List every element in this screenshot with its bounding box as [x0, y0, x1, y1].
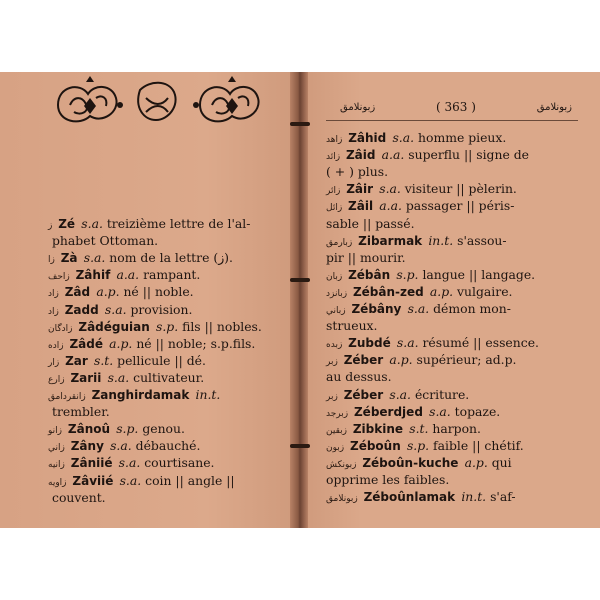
headword: Zâviié — [72, 473, 118, 488]
grammar-tag: in.t. — [428, 232, 458, 248]
dictionary-line — [48, 302, 192, 317]
definition: nom de la lettre (ز). — [109, 250, 233, 266]
grammar-tag: s.p. — [396, 266, 423, 282]
dictionary-line — [326, 489, 516, 504]
grammar-tag: s.a. — [429, 403, 455, 419]
definition: courtisane. — [144, 455, 215, 471]
headword: Zadd — [64, 302, 103, 317]
definition: coin || angle || — [145, 472, 235, 488]
grammar-tag: s.t. — [93, 352, 118, 368]
headword: Zâniié — [70, 456, 117, 471]
dictionary-line — [326, 472, 449, 487]
arabic-word: زاحف — [48, 272, 73, 283]
dictionary-line — [52, 404, 110, 419]
dictionary-line — [326, 352, 516, 367]
definition: harpon. — [432, 420, 481, 436]
definition: trembler. — [52, 404, 110, 420]
headword: Zébâny — [351, 302, 406, 316]
grammar-tag: a.p. — [389, 352, 417, 368]
headword: Zéboûn-kuche — [362, 455, 463, 470]
definition: qui — [491, 454, 512, 470]
headword: Zanghirdamak — [91, 388, 194, 402]
dictionary-line — [326, 284, 512, 299]
definition: sable || passé. — [326, 215, 415, 231]
dictionary-line — [48, 473, 235, 488]
definition: fils || nobles. — [182, 318, 262, 334]
grammar-tag: s.p. — [116, 421, 143, 437]
definition: couvent. — [52, 489, 106, 505]
arabic-word: زبرجد — [326, 408, 351, 419]
arabic-word: زبونلامق — [326, 494, 361, 505]
grammar-tag: s.a. — [389, 386, 415, 402]
headword: Zar — [65, 353, 92, 368]
headword: Zéboûnlamak — [363, 490, 460, 505]
grammar-tag: a.a. — [116, 267, 144, 283]
definition: passager || péris- — [405, 198, 515, 214]
definition: démon mon- — [433, 301, 511, 316]
arabic-word: زائد — [326, 152, 343, 163]
headword: Zibarmak — [358, 233, 427, 248]
definition: provision. — [130, 301, 193, 317]
arabic-word: زائل — [326, 203, 346, 214]
grammar-tag: s.a. — [119, 472, 146, 488]
headword: Zâny — [70, 439, 109, 454]
grammar-tag: s.t. — [409, 420, 433, 436]
headword: Zâdéguian — [78, 319, 154, 334]
staple — [290, 444, 310, 448]
dictionary-line — [326, 438, 524, 453]
headword: Zà — [60, 251, 82, 266]
grammar-tag: s.a. — [396, 335, 423, 351]
headword: Zâd — [64, 285, 95, 300]
arabic-word: زبارمق — [326, 237, 356, 248]
dictionary-line — [48, 319, 262, 334]
dictionary-line — [326, 369, 392, 384]
arabic-word: زاد — [48, 306, 62, 317]
headword: Zânoû — [67, 422, 115, 437]
grammar-tag: s.a. — [407, 301, 434, 316]
arabic-word: زاويه — [48, 477, 70, 488]
dictionary-line — [326, 164, 388, 179]
headword: Zéberdjed — [353, 404, 428, 419]
arabic-word: زبقين — [326, 425, 350, 436]
dictionary-line — [48, 353, 206, 368]
dictionary-line — [326, 301, 511, 316]
definition: langue || langage. — [422, 266, 536, 282]
definition: résumé || essence. — [422, 335, 539, 351]
arabic-word: زاد — [48, 289, 62, 300]
dictionary-line — [48, 250, 233, 265]
definition: rampant. — [143, 267, 201, 283]
page-number: ( 363 ) — [436, 100, 476, 114]
staple — [290, 122, 310, 126]
dictionary-line — [326, 335, 539, 350]
dictionary-line — [52, 233, 158, 248]
headword: Zâhif — [75, 268, 115, 283]
grammar-tag: a.a. — [381, 147, 409, 163]
headword: Zéber — [343, 387, 388, 402]
headword: Zâir — [346, 182, 378, 197]
grammar-tag: in.t. — [461, 489, 491, 505]
arabic-word: زبده — [326, 340, 346, 351]
dictionary-line — [48, 455, 214, 470]
grammar-tag: a.p. — [464, 454, 492, 470]
grammar-tag: s.a. — [104, 301, 131, 317]
headword: Zébân — [348, 267, 395, 282]
definition: écriture. — [414, 386, 470, 402]
arabic-word: زبر — [326, 357, 341, 368]
definition: treizième lettre de l'al- — [106, 216, 251, 231]
headword: Zâil — [348, 199, 378, 214]
arabic-word: زبانزد — [326, 288, 350, 299]
arabic-word: زانيه — [48, 460, 68, 471]
grammar-tag: s.a. — [110, 438, 136, 454]
grammar-tag: s.p. — [155, 318, 183, 334]
dictionary-line — [326, 147, 529, 162]
definition: s'assou- — [457, 232, 507, 248]
arabic-word: زانو — [48, 426, 65, 437]
headword: Zubdé — [348, 336, 395, 351]
definition: supérieur; ad.p. — [416, 352, 517, 368]
definition: pellicule || dé. — [117, 352, 206, 368]
dictionary-line — [326, 216, 415, 231]
header-rule — [326, 120, 578, 121]
dictionary-line — [48, 284, 194, 299]
dictionary-line — [326, 130, 506, 145]
dictionary-line — [48, 336, 255, 351]
header-arabic-right: زبونلامق — [536, 102, 572, 113]
dictionary-line — [48, 438, 200, 453]
definition: visiteur || pèlerin. — [404, 181, 517, 197]
arabic-word: زبر — [326, 391, 341, 402]
definition: né || noble; s.p.fils. — [136, 335, 256, 351]
book-spine — [290, 72, 308, 528]
headword: Zéboûn — [350, 438, 405, 453]
headword: Zibkine — [352, 421, 408, 436]
arabic-word: زبون — [326, 442, 347, 453]
definition: strueux. — [326, 318, 378, 334]
arabic-word: زارع — [48, 374, 68, 385]
dictionary-line — [326, 318, 377, 333]
definition: vulgaire. — [457, 283, 513, 299]
dictionary-line — [326, 181, 517, 196]
dictionary-line — [48, 421, 185, 436]
grammar-tag: a.p. — [429, 283, 458, 299]
definition: né || noble. — [123, 284, 194, 300]
dictionary-line — [326, 233, 507, 248]
headword: Zâid — [345, 148, 380, 163]
grammar-tag: s.a. — [392, 130, 418, 145]
headword: Zâdé — [69, 336, 108, 351]
grammar-tag: s.a. — [118, 455, 145, 471]
headword: Zéber — [343, 353, 388, 368]
dictionary-line — [52, 490, 106, 505]
arabic-word: زا — [48, 255, 58, 266]
grammar-tag: a.p. — [96, 284, 124, 300]
dictionary-line — [48, 216, 250, 231]
grammar-tag: s.a. — [83, 250, 110, 266]
staple — [290, 278, 310, 282]
arabic-word: زبونكش — [326, 459, 360, 470]
definition: opprime les faibles. — [326, 472, 450, 487]
arabic-word: زاني — [48, 443, 68, 454]
definition: faible || chétif. — [433, 437, 524, 453]
headword: Zarii — [70, 370, 106, 385]
dictionary-line — [326, 250, 406, 265]
header-arabic-left: زبونلامق — [340, 102, 376, 113]
arabic-word: زاهد — [326, 135, 346, 145]
dictionary-line — [326, 387, 469, 402]
definition: homme pieux. — [418, 130, 507, 145]
dictionary-line — [326, 267, 535, 282]
definition: genou. — [142, 421, 185, 437]
arabic-word: زار — [48, 357, 63, 368]
grammar-tag: s.a. — [379, 181, 405, 197]
definition: cultivateur. — [133, 369, 205, 385]
definition: au dessus. — [326, 369, 392, 385]
definition: s'af- — [490, 489, 516, 505]
arabic-word: زادگان — [48, 323, 76, 334]
dictionary-line — [48, 387, 220, 402]
dictionary-line — [326, 198, 514, 213]
definition: phabet Ottoman. — [52, 233, 159, 249]
dictionary-line — [326, 455, 512, 470]
headword: Zâhid — [348, 131, 391, 145]
ornament-icon — [50, 76, 272, 134]
running-header — [340, 100, 572, 118]
arabic-word: زاده — [48, 340, 67, 351]
dictionary-line — [48, 267, 200, 282]
arabic-word: زائر — [326, 186, 344, 197]
dictionary-line — [326, 404, 500, 419]
definition: pir || mourir. — [326, 249, 406, 265]
grammar-tag: a.p. — [109, 335, 137, 351]
arabic-word: ز — [48, 221, 56, 231]
arabic-word: زانقردامق — [48, 392, 89, 402]
arabic-word: زباني — [326, 306, 349, 316]
grammar-tag: s.a. — [81, 216, 107, 231]
definition: débauché. — [135, 438, 201, 454]
grammar-tag: a.a. — [379, 198, 406, 214]
grammar-tag: s.p. — [406, 437, 434, 453]
arabic-word: زبان — [326, 271, 346, 282]
definition: superflu || signe de — [408, 147, 530, 163]
dictionary-line — [326, 421, 481, 436]
grammar-tag: s.a. — [107, 369, 134, 385]
definition: ( + ) plus. — [326, 164, 389, 180]
grammar-tag: in.t. — [195, 387, 221, 402]
dictionary-line — [48, 370, 204, 385]
headword: Zébân-zed — [352, 284, 428, 299]
headword: Zé — [58, 217, 80, 231]
definition: topaze. — [454, 403, 501, 419]
